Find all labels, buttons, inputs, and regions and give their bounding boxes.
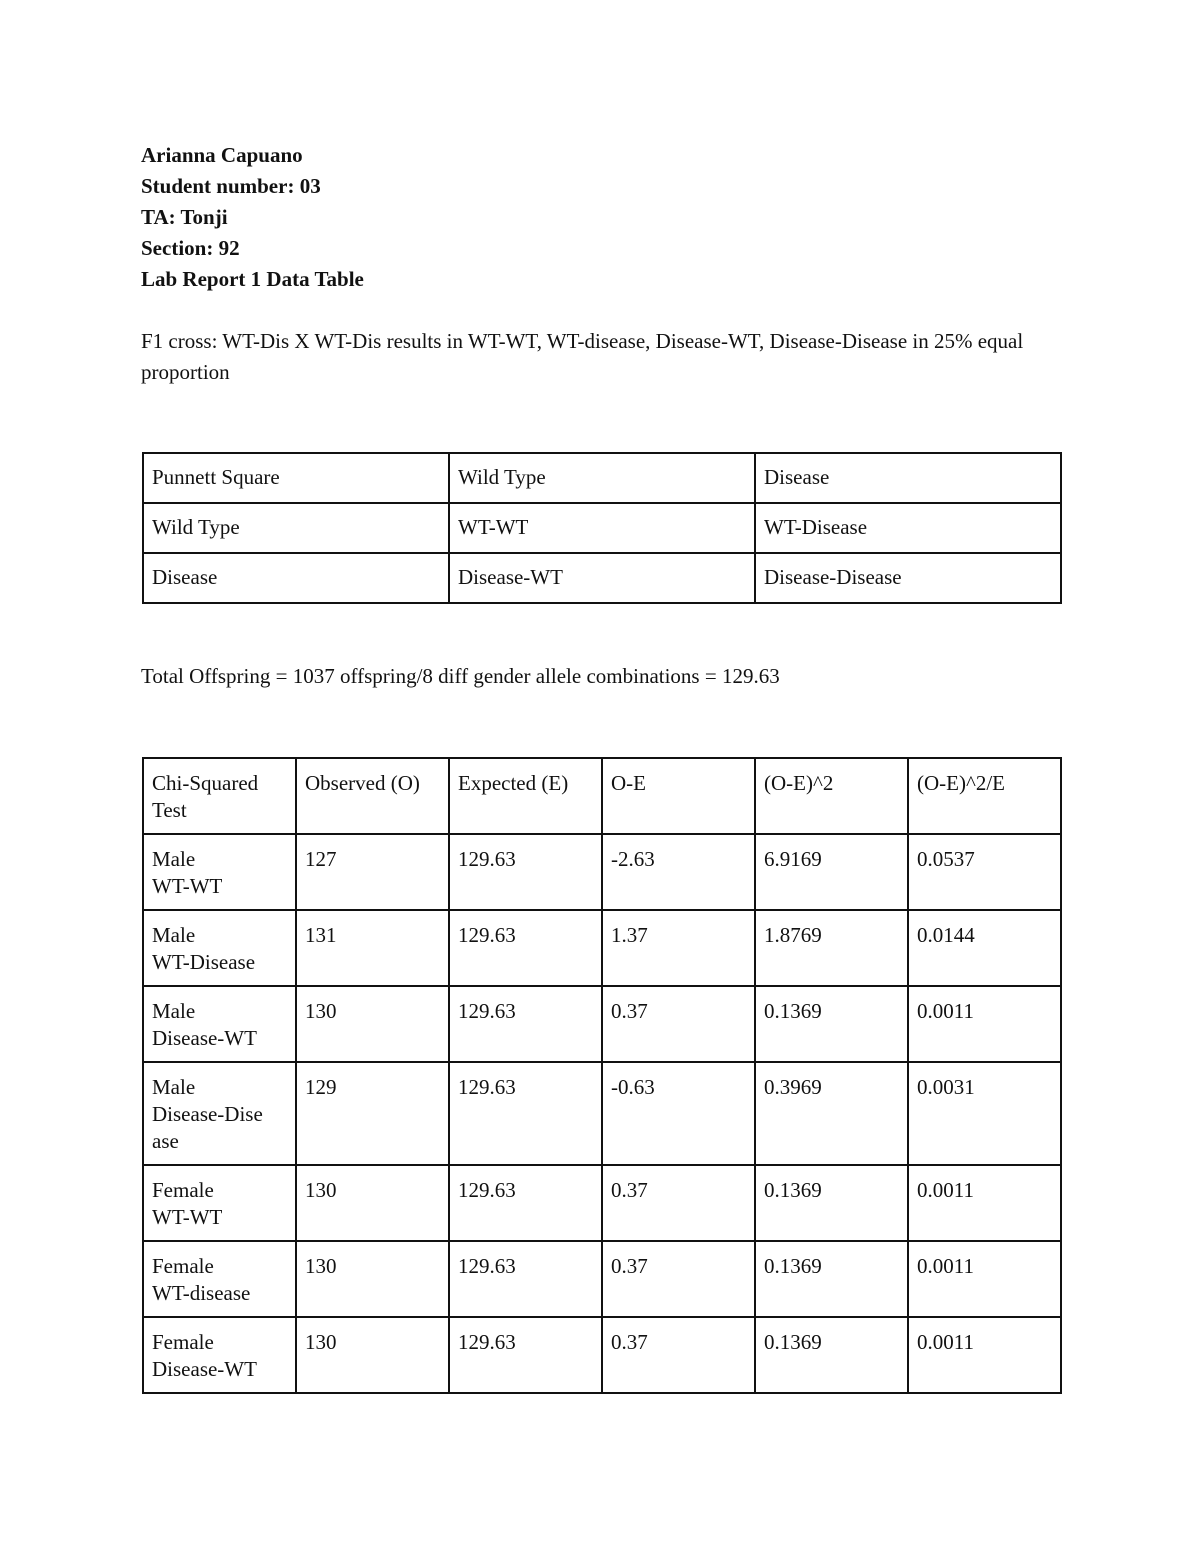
table-cell: 129.63 (449, 1241, 602, 1317)
punnett-cell: Punnett Square (143, 453, 449, 503)
punnett-cell: Wild Type (143, 503, 449, 553)
table-cell: 129.63 (449, 1062, 602, 1165)
table-cell: 0.0144 (908, 910, 1061, 986)
punnett-cell: Disease (755, 453, 1061, 503)
column-header: Chi-Squared Test (143, 758, 296, 834)
punnett-square-table (142, 452, 1062, 604)
chi-header-row (143, 758, 1061, 834)
ta-name: TA: Tonji (141, 205, 228, 229)
table-cell: 130 (296, 986, 449, 1062)
table-cell: 0.1369 (755, 1241, 908, 1317)
table-cell: 1.37 (602, 910, 755, 986)
table-cell: 0.0011 (908, 1165, 1061, 1241)
punnett-cell: WT-WT (449, 503, 755, 553)
table-cell: 130 (296, 1241, 449, 1317)
table-cell: 0.0537 (908, 834, 1061, 910)
row-label: Female WT-disease (143, 1241, 296, 1317)
punnett-row (143, 553, 1061, 603)
table-row (143, 1062, 1061, 1165)
table-cell: -2.63 (602, 834, 755, 910)
table-cell: -0.63 (602, 1062, 755, 1165)
table-row (143, 1165, 1061, 1241)
student-name: Arianna Capuano (141, 143, 303, 167)
row-label: Male WT-Disease (143, 910, 296, 986)
table-row (143, 834, 1061, 910)
table-cell: 0.0031 (908, 1062, 1061, 1165)
table-cell: 130 (296, 1165, 449, 1241)
section-number: Section: 92 (141, 236, 240, 260)
table-cell: 0.1369 (755, 1165, 908, 1241)
table-cell: 0.1369 (755, 1317, 908, 1393)
table-cell: 129.63 (449, 1317, 602, 1393)
table-cell: 0.0011 (908, 1317, 1061, 1393)
punnett-cell: Disease (143, 553, 449, 603)
table-cell: 0.37 (602, 1165, 755, 1241)
punnett-cell: WT-Disease (755, 503, 1061, 553)
table-cell: 129.63 (449, 986, 602, 1062)
column-header: Expected (E) (449, 758, 602, 834)
table-cell: 0.1369 (755, 986, 908, 1062)
punnett-row (143, 503, 1061, 553)
table-row (143, 1241, 1061, 1317)
row-label: Male Disease-WT (143, 986, 296, 1062)
punnett-header-row (143, 453, 1061, 503)
table-cell: 127 (296, 834, 449, 910)
punnett-cell: Wild Type (449, 453, 755, 503)
f1-cross-description: F1 cross: WT-Dis X WT-Dis results in WT-WT, WT-disease, Disease-WT, Disease-Disease in 25% equal proportion (141, 329, 1024, 384)
table-cell: 129.63 (449, 1165, 602, 1241)
table-cell: 6.9169 (755, 834, 908, 910)
table-row (143, 910, 1061, 986)
student-info-header (141, 140, 364, 295)
table-cell: 129.63 (449, 834, 602, 910)
column-header: O-E (602, 758, 755, 834)
row-label: Female Disease-WT (143, 1317, 296, 1393)
table-cell: 0.0011 (908, 986, 1061, 1062)
table-cell: 0.37 (602, 1241, 755, 1317)
row-label: Female WT-WT (143, 1165, 296, 1241)
chi-squared-table (142, 757, 1062, 1394)
table-row (143, 986, 1061, 1062)
table-cell: 1.8769 (755, 910, 908, 986)
table-cell: 131 (296, 910, 449, 986)
column-header: (O-E)^2 (755, 758, 908, 834)
table-cell: 0.37 (602, 986, 755, 1062)
punnett-cell: Disease-WT (449, 553, 755, 603)
table-cell: 0.3969 (755, 1062, 908, 1165)
punnett-cell: Disease-Disease (755, 553, 1061, 603)
table-cell: 129.63 (449, 910, 602, 986)
column-header: (O-E)^2/E (908, 758, 1061, 834)
table-cell: 129 (296, 1062, 449, 1165)
report-title: Lab Report 1 Data Table (141, 267, 364, 291)
total-offspring-line: Total Offspring = 1037 offspring/8 diff gender allele combinations = 129.63 (141, 664, 780, 688)
table-cell: 130 (296, 1317, 449, 1393)
row-label: Male WT-WT (143, 834, 296, 910)
column-header: Observed (O) (296, 758, 449, 834)
row-label: Male Disease-Dise ase (143, 1062, 296, 1165)
student-number: Student number: 03 (141, 174, 321, 198)
table-cell: 0.37 (602, 1317, 755, 1393)
table-row (143, 1317, 1061, 1393)
table-cell: 0.0011 (908, 1241, 1061, 1317)
